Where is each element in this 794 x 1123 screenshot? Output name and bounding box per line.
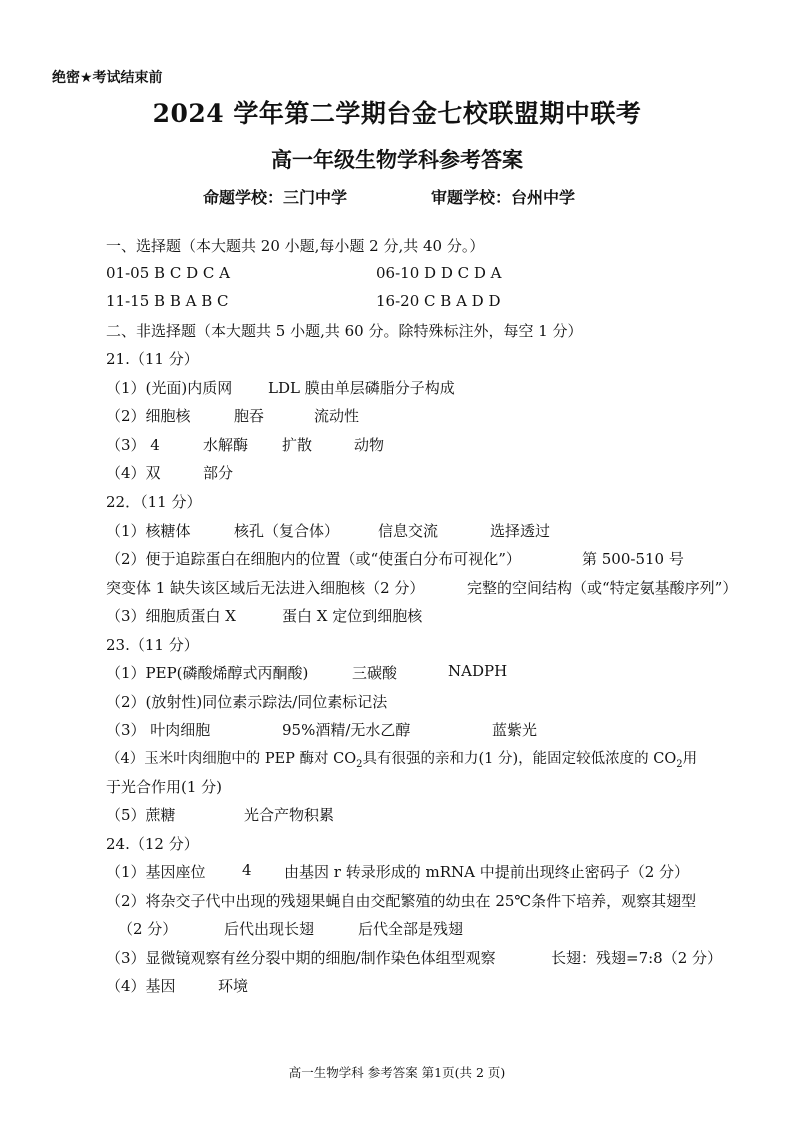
q22-answer: （3）细胞质蛋白 X	[106, 607, 236, 625]
mc-answer-row	[376, 264, 502, 282]
answer-key-subtitle: 高一年级生物学科参考答案	[271, 147, 523, 172]
setter-school: 命题学校：三门中学	[203, 188, 348, 207]
q22-answer: （1）核糖体	[106, 522, 191, 540]
q23-answer: （1）PEP(磷酸烯醇式丙酮酸)	[106, 664, 309, 682]
q23-answer: （5）蔗糖	[106, 806, 176, 824]
q21-answer: （1）(光面)内质网	[106, 379, 233, 397]
q21-answer: 水解酶	[203, 436, 249, 454]
q24-answer: 长翅：残翅=7:8（2 分）	[551, 949, 723, 967]
confidential-label: 绝密★考试结束前	[52, 70, 163, 86]
q24-answer: 后代全部是残翅	[358, 920, 464, 938]
q21-answer: 流动性	[314, 407, 360, 425]
mc-letters: D D C D A	[424, 264, 502, 282]
q22-header: 22．（11 分）	[106, 493, 202, 511]
q24-answer: 环境	[218, 977, 249, 995]
q23-answer: 95%酒精/无水乙醇	[282, 721, 411, 739]
q22-answer: 选择透过	[490, 522, 551, 540]
q24-answer: 由基因 r 转录形成的 mRNA 中提前出现终止密码子（2 分）	[284, 863, 690, 881]
exam-title: 2024 学年第二学期台金七校联盟期中联考	[152, 99, 642, 128]
q24-answer: （3）显微镜观察有丝分裂中期的细胞/制作染色体组型观察	[106, 949, 496, 967]
q21-answer: 扩散	[282, 436, 313, 454]
q23-answer: 光合产物积累	[244, 806, 335, 824]
q22-answer: 完整的空间结构（或“特定氨基酸序列”）	[467, 579, 738, 597]
q24-answer: 4	[242, 861, 252, 879]
q23-answer: 于光合作用(1 分)	[106, 778, 223, 796]
mc-letters: B C D C A	[154, 264, 230, 282]
q22-answer: 信息交流	[378, 522, 439, 540]
q23-answer	[106, 747, 697, 770]
q23-answer: （3） 叶肉细胞	[106, 721, 211, 739]
q22-answer: 蛋白 X 定位到细胞核	[282, 607, 423, 625]
section1-heading: 一、选择题（本大题共 20 小题,每小题 2 分,共 40 分。）	[106, 237, 485, 255]
q21-answer: （3） 4	[106, 436, 160, 454]
mc-range: 16-20	[376, 292, 420, 310]
q23-answer: 蓝紫光	[492, 721, 538, 739]
section2-heading: 二、非选择题（本大题共 5 小题,共 60 分。除特殊标注外，每空 1 分）	[106, 322, 583, 340]
q24-answer: （1）基因座位	[106, 863, 206, 881]
mc-range: 11-15	[106, 292, 150, 310]
q22-answer: 核孔（复合体）	[234, 522, 340, 540]
q24-answer: （2）将杂交子代中出现的残翅果蝇自由交配繁殖的幼虫在 25℃条件下培养，观察其翅型	[106, 892, 697, 910]
mc-letters: B B A B C	[154, 292, 229, 310]
q23-answer: （2）(放射性)同位素示踪法/同位素标记法	[106, 693, 388, 711]
q21-answer: 胞吞	[234, 407, 265, 425]
q23-answer-text: 用	[682, 751, 698, 767]
subscript: 2	[356, 758, 363, 770]
reviewer-school: 审题学校：台州中学	[431, 188, 576, 207]
q23-answer: 三碳酸	[352, 664, 398, 682]
q22-answer: 突变体 1 缺失该区域后无法进入细胞核（2 分）	[106, 579, 425, 597]
page-footer: 高一生物学科 参考答案 第1页(共 2 页)	[288, 1065, 506, 1080]
mc-answer-row	[106, 264, 230, 282]
q22-answer: （2）便于追踪蛋白在细胞内的位置（或“使蛋白分布可视化”）	[106, 550, 521, 568]
mc-answer-row	[376, 292, 501, 310]
q24-answer: （4）基因	[106, 977, 176, 995]
q23-answer: NADPH	[448, 662, 508, 680]
q21-answer: （4）双	[106, 464, 161, 482]
q22-answer: 第 500-510 号	[582, 550, 684, 568]
mc-letters: C B A D D	[424, 292, 501, 310]
mc-range: 06-10	[376, 264, 420, 282]
q24-answer: 后代出现长翅	[224, 920, 315, 938]
q21-answer: LDL 膜由单层磷脂分子构成	[268, 379, 455, 397]
q24-header: 24.（12 分）	[106, 835, 199, 853]
q23-header: 23.（11 分）	[106, 636, 199, 654]
mc-range: 01-05	[106, 264, 150, 282]
subscript: 2	[676, 758, 683, 770]
q21-answer: 部分	[203, 464, 234, 482]
q21-answer: 动物	[354, 436, 385, 454]
mc-answer-row	[106, 292, 228, 310]
q23-answer-text: 具有很强的亲和力(1 分)，能固定较低浓度的 CO	[362, 751, 677, 767]
q21-answer: （2）细胞核	[106, 407, 191, 425]
q21-header: 21.（11 分）	[106, 350, 199, 368]
q23-answer-text: （4）玉米叶肉细胞中的 PEP 酶对 CO	[106, 751, 357, 767]
q24-answer: （2 分）	[118, 920, 178, 938]
